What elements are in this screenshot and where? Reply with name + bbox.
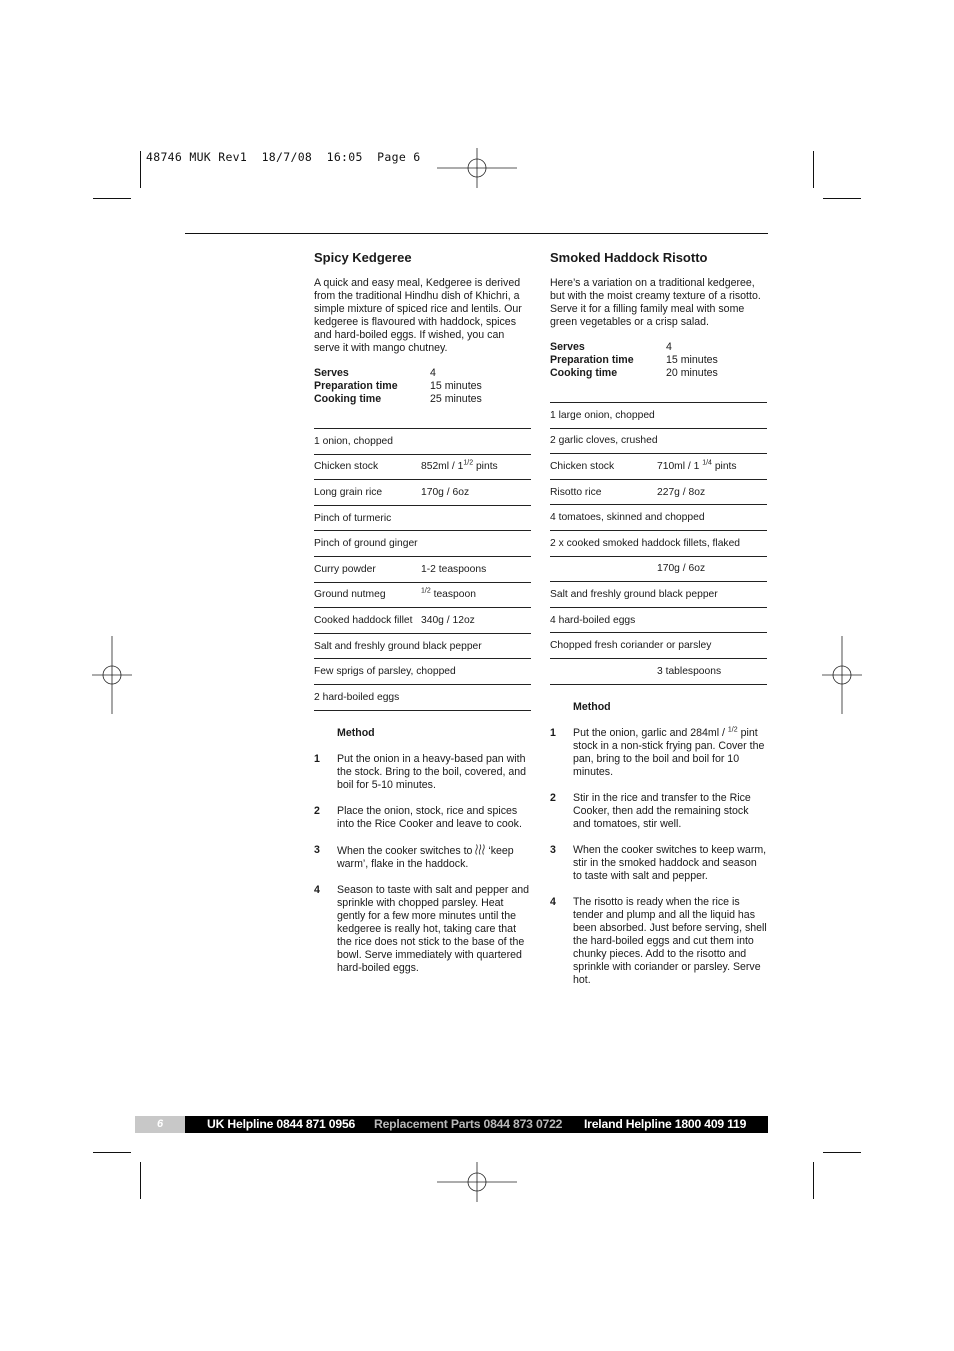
keep-warm-icon xyxy=(475,844,485,855)
meta-value: 4 xyxy=(430,367,436,379)
ingredient-qty: 170g / 6oz xyxy=(421,486,470,498)
replacement-parts: Replacement Parts 0844 873 0722 xyxy=(374,1117,563,1131)
ingredient-list xyxy=(550,402,767,685)
ingredient-row xyxy=(550,608,767,634)
registration-mark-bottom xyxy=(437,1162,517,1202)
ingredient-row xyxy=(550,454,767,480)
ingredient-row xyxy=(314,429,531,455)
ingredient-qty: 170g / 6oz xyxy=(657,563,706,575)
meta-row xyxy=(550,367,767,380)
ingredient-qty: 710ml / 1 $^{1/4}$ pints xyxy=(657,459,737,472)
ingredient-row xyxy=(550,531,767,557)
ingredient-row xyxy=(550,633,767,659)
crop-mark xyxy=(93,1152,131,1153)
ingredient-row xyxy=(314,557,531,583)
ingredient-qty: 3 tablespoons xyxy=(657,665,722,677)
ingredient-name: Salt and freshly ground black pepper xyxy=(550,588,718,600)
ingredient-name: 2 garlic cloves, crushed xyxy=(550,435,658,447)
ingredient-row xyxy=(314,634,531,660)
registration-mark-right xyxy=(822,636,862,714)
meta-row xyxy=(314,367,531,380)
meta-label: Serves xyxy=(314,367,349,379)
ingredient-name: 2 x cooked smoked haddock fillets, flaked xyxy=(550,537,741,549)
ingredient-name: 2 hard-boiled eggs xyxy=(314,691,400,703)
meta-value: 20 minutes xyxy=(666,367,718,379)
ingredient-row xyxy=(550,480,767,506)
step-text: When the cooker switches to keep warm, stir in the smoked haddock and season to taste with salt and pepper. xyxy=(573,843,767,882)
step-text: Put the onion, garlic and 284ml / $^{1/2}$ pint stock in a non-stick frying pan. Cover the pan, bring to the boil and boil for 10 minutes. xyxy=(573,726,765,778)
ingredient-name: Curry powder xyxy=(314,563,376,575)
method-step xyxy=(550,896,767,987)
ingredient-name: Risotto rice xyxy=(550,486,602,498)
helpline-bar xyxy=(185,1116,768,1133)
method-step xyxy=(550,727,767,779)
recipe-meta xyxy=(550,341,767,380)
ingredient-row xyxy=(550,582,767,608)
method-step xyxy=(314,753,531,792)
ingredient-row xyxy=(550,505,767,531)
uk-helpline: UK Helpline 0844 871 0956 xyxy=(207,1117,356,1131)
step-text: When the cooker switches to ‘keep warm’, flake in the haddock. xyxy=(337,844,514,870)
recipe-smoked-haddock-risotto xyxy=(550,250,767,1000)
ingredient-qty: $852ml / 1^{1/2}$ pints xyxy=(421,459,498,473)
print-header: 48746 MUK Rev1 18/7/08 16:05 Page 6 xyxy=(146,150,421,164)
method-step xyxy=(314,884,531,975)
ingredient-row xyxy=(314,455,531,481)
crop-mark xyxy=(823,198,861,199)
step-number: 4 xyxy=(550,895,556,908)
ingredient-name: 1 large onion, chopped xyxy=(550,409,655,421)
crop-mark xyxy=(140,151,141,188)
step-text: Season to taste with salt and pepper and sprinkle with chopped parsley. Heat gently for a few more minutes until the kedgeree is really hot, taking care that the rice does not stick to the base of the bowl. Serve immediately with quartered hard-boiled eggs. xyxy=(337,883,529,974)
ingredient-name: Chicken stock xyxy=(550,460,615,472)
ingredient-name: Long grain rice xyxy=(314,486,383,498)
ingredient-name: Salt and freshly ground black pepper xyxy=(314,640,482,652)
ingredient-name: Ground nutmeg xyxy=(314,589,386,601)
ingredient-name: Pinch of ground ginger xyxy=(314,538,418,550)
crop-mark xyxy=(140,1162,141,1199)
crop-mark xyxy=(823,1152,861,1153)
ingredient-qty: 340g / 12oz xyxy=(421,614,475,626)
recipe-title: Smoked Haddock Risotto xyxy=(550,250,708,265)
recipe-spicy-kedgeree xyxy=(314,250,531,988)
ingredient-qty: $^{1/2}$ teaspoon xyxy=(421,587,476,601)
recipe-meta xyxy=(314,367,531,406)
step-text: Put the onion in a heavy-based pan with the stock. Bring to the boil, covered, and boil for 5-10 minutes. xyxy=(337,752,527,791)
top-rule xyxy=(185,233,768,234)
recipe-intro: A quick and easy meal, Kedgeree is derived from the traditional Hindhu dish of Khichri, a simple mixture of spiced rice and lentils. Our kedgeree is flavoured with haddock, spices and hard-boiled eggs. If wished, you can serve it with mango chutney. xyxy=(314,277,522,354)
ingredient-row xyxy=(314,583,531,609)
method-step xyxy=(550,844,767,883)
ingredient-row xyxy=(550,429,767,455)
ingredient-row xyxy=(314,531,531,557)
meta-row xyxy=(314,380,531,393)
step-text: The risotto is ready when the rice is tender and plump and all the liquid has been absorbed. Just before serving, shell the hard-boiled eggs and cut them into chunky pieces. Add to the risotto and sprinkle with coriander or parsley. Serve hot. xyxy=(573,895,767,986)
step-text: Place the onion, stock, rice and spices into the Rice Cooker and leave to cook. xyxy=(337,804,522,830)
ingredient-name: 4 tomatoes, skinned and chopped xyxy=(550,512,705,524)
meta-label: Cooking time xyxy=(550,367,618,379)
meta-label: Serves xyxy=(550,341,585,353)
ingredient-row xyxy=(550,659,767,685)
step-number: 3 xyxy=(550,843,556,856)
ingredient-name: Few sprigs of parsley, chopped xyxy=(314,666,456,678)
meta-row xyxy=(550,354,767,367)
ingredient-qty: 227g / 8oz xyxy=(657,486,706,498)
step-number: 1 xyxy=(314,752,320,765)
ireland-helpline: Ireland Helpline 1800 409 119 xyxy=(584,1117,747,1131)
meta-row xyxy=(550,341,767,354)
crop-mark xyxy=(93,198,131,199)
recipe-intro: Here’s a variation on a traditional kedgeree, but with the moist creamy texture of a risotto. Serve it for a filling family meal with some green vegetables or a crisp salad. xyxy=(550,277,761,328)
crop-mark xyxy=(813,151,814,188)
method-heading: Method xyxy=(337,726,375,739)
method-step xyxy=(550,792,767,831)
meta-label: Preparation time xyxy=(314,380,398,392)
meta-label: Preparation time xyxy=(550,354,634,366)
ingredient-qty: 1-2 teaspoons xyxy=(421,563,487,575)
step-number: 4 xyxy=(314,883,320,896)
step-number: 3 xyxy=(314,843,320,856)
step-number: 2 xyxy=(314,804,320,817)
ingredient-name: Pinch of turmeric xyxy=(314,512,392,524)
step-number: 2 xyxy=(550,791,556,804)
helpline-footer xyxy=(135,1116,768,1133)
method-step xyxy=(314,844,531,871)
ingredient-row xyxy=(314,506,531,532)
ingredient-row xyxy=(314,659,531,685)
page-number: 6 xyxy=(135,1116,185,1133)
ingredient-row xyxy=(550,403,767,429)
ingredient-name: Chicken stock xyxy=(314,461,379,473)
method-step xyxy=(314,805,531,831)
ingredient-row xyxy=(314,685,531,711)
ingredient-name: Cooked haddock fillet xyxy=(314,614,413,626)
meta-value: 25 minutes xyxy=(430,393,482,405)
crop-mark xyxy=(813,1162,814,1199)
meta-value: 15 minutes xyxy=(666,354,718,366)
step-number: 1 xyxy=(550,726,556,739)
meta-label: Cooking time xyxy=(314,393,382,405)
ingredient-row xyxy=(314,608,531,634)
method-heading: Method xyxy=(573,700,611,713)
ingredient-row xyxy=(550,557,767,583)
registration-mark-top xyxy=(437,148,517,188)
ingredient-name: 4 hard-boiled eggs xyxy=(550,614,636,626)
ingredient-list xyxy=(314,428,531,711)
ingredient-name: Chopped fresh coriander or parsley xyxy=(550,640,712,652)
meta-row xyxy=(314,393,531,406)
ingredient-row xyxy=(314,480,531,506)
ingredient-name: 1 onion, chopped xyxy=(314,435,394,447)
registration-mark-left xyxy=(92,636,132,714)
step-text: Stir in the rice and transfer to the Rice Cooker, then add the remaining stock and tomatoes, stir well. xyxy=(573,791,751,830)
recipe-title: Spicy Kedgeree xyxy=(314,250,412,265)
meta-value: 4 xyxy=(666,341,672,353)
meta-value: 15 minutes xyxy=(430,380,482,392)
